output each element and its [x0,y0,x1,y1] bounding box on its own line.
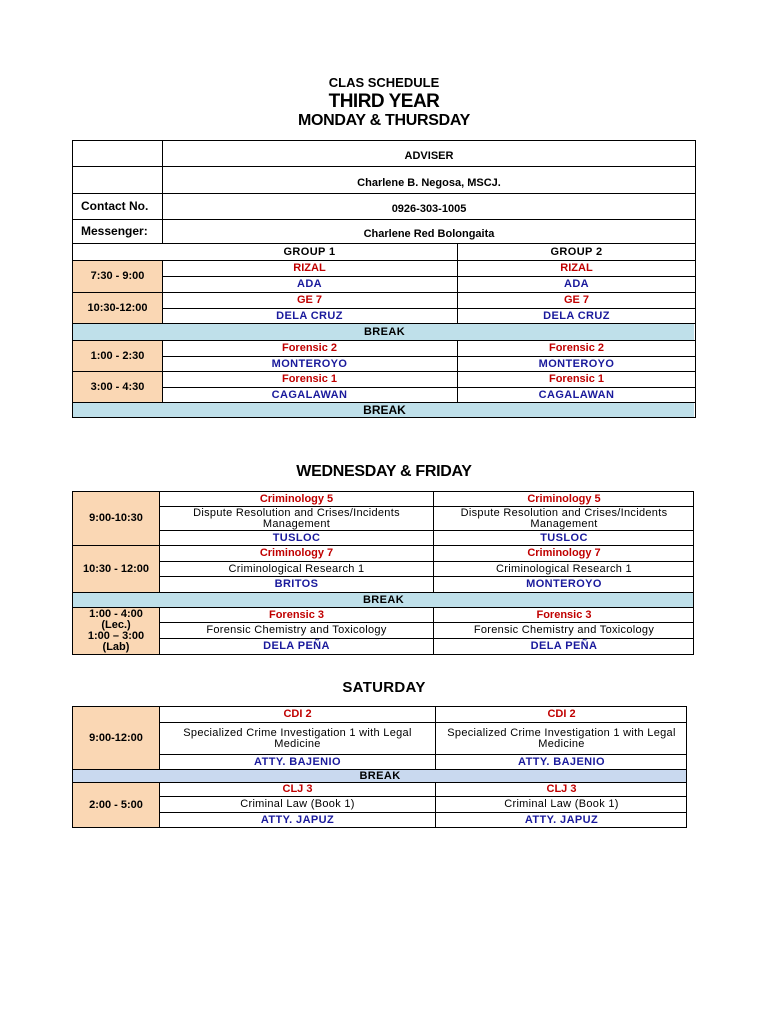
saturday-title: SATURDAY [342,679,426,696]
subject-desc-g2: Specialized Crime Investigation 1 with Legal Medicine [447,726,676,750]
group-1-header: GROUP 1 [283,245,336,258]
teacher-g2: CAGALAWAN [538,388,615,401]
subject-g1: Forensic 3 [268,608,325,621]
subject-desc-g1: Criminological Research 1 [228,562,365,575]
teacher-g1: ATTY. BAJENIO [254,755,341,768]
subject-g2: Forensic 3 [536,608,592,621]
subject-g1: Forensic 2 [281,342,338,354]
teacher-g1: DELA CRUZ [276,309,343,322]
subject-g2: Forensic 1 [548,373,605,385]
teacher-g2: DELA PEÑA [530,640,598,652]
subject-desc-g1: Forensic Chemistry and Toxicology [206,624,387,636]
messenger-value: Charlene Red Bolongaita [363,228,495,240]
contact-value: 0926-303-1005 [391,202,467,215]
teacher-g2: MONTEROYO [538,357,615,370]
subject-g1: Forensic 1 [281,373,338,385]
time-line: 1:00 – 3:00 [87,630,145,642]
group-2-header: GROUP 2 [550,245,603,258]
subject-g1: GE 7 [296,294,323,306]
time-slot: 10:30 - 12:00 [82,562,150,575]
subject-g2: CLJ 3 [546,783,577,795]
subject-g1: Criminology 7 [259,547,334,559]
subject-g2: GE 7 [563,294,590,306]
year-title: THIRD YEAR [328,91,440,112]
subject-desc-g1: Specialized Crime Investigation 1 with Legal Medicine [183,726,412,750]
teacher-g2: ADA [563,278,590,290]
time-slot: 1:00 - 2:30 [90,349,145,362]
messenger-label: Messenger: [81,223,148,238]
break-row: BREAK [359,770,401,782]
teacher-g2: ATTY. JAPUZ [524,813,599,826]
subject-g2: Criminology 7 [527,547,601,559]
break-row: BREAK [363,403,406,417]
time-slot: 7:30 - 9:00 [90,270,145,282]
subject-g1: CLJ 3 [282,783,313,795]
teacher-g2: ATTY. BAJENIO [518,755,605,768]
schedule-small-title: CLAS SCHEDULE [328,75,440,90]
teacher-g2: DELA CRUZ [543,309,610,322]
subject-desc-g2: Dispute Resolution and Crises/Incidents Management [460,507,668,530]
time-slot: 9:00-12:00 [89,731,143,744]
subject-desc-g2: Forensic Chemistry and Toxicology [473,624,655,636]
time-slot: 10:30-12:00 [87,301,148,314]
subject-g1: Criminology 5 [259,492,334,505]
time-line: (Lab) [102,641,130,653]
time-line: (Lec.) [101,619,131,631]
time-slot: 9:00-10:30 [89,512,143,524]
time-slot: 3:00 - 4:30 [90,380,145,393]
time-line: 1:00 - 4:00 [89,608,143,620]
teacher-g1: TUSLOC [272,531,321,544]
teacher-g2: MONTEROYO [526,578,602,590]
subject-desc-g1: Dispute Resolution and Crises/Incidents Management [193,507,400,530]
teacher-g1: ADA [296,278,323,290]
wednesday-friday-title: WEDNESDAY & FRIDAY [296,463,472,480]
subject-g2: Forensic 2 [548,342,605,354]
teacher-g1: ATTY. JAPUZ [260,813,335,826]
teacher-g1: CAGALAWAN [271,388,348,401]
subject-g1: CDI 2 [283,708,312,720]
teacher-g2: TUSLOC [540,531,588,544]
time-slot [73,608,159,654]
time-slot: 2:00 - 5:00 [89,798,143,811]
teacher-g1: MONTEROYO [271,357,348,370]
subject-g2: Criminology 5 [527,492,601,505]
break-row: BREAK [363,325,406,338]
subject-g2: RIZAL [560,262,593,274]
break-row: BREAK [362,593,405,606]
monday-thursday-title: MONDAY & THURSDAY [297,112,471,129]
subject-desc-g1: Criminal Law (Book 1) [240,798,355,810]
subject-desc-g2: Criminal Law (Book 1) [504,798,619,810]
subject-desc-g2: Criminological Research 1 [496,562,632,575]
subject-g1: RIZAL [293,262,326,274]
teacher-g1: DELA PEÑA [263,640,330,652]
adviser-label: ADVISER [404,149,454,162]
adviser-name: Charlene B. Negosa, MSCJ. [357,176,501,189]
subject-g2: CDI 2 [547,708,576,720]
teacher-g1: BRITOS [274,578,319,590]
contact-label: Contact No. [81,198,149,213]
